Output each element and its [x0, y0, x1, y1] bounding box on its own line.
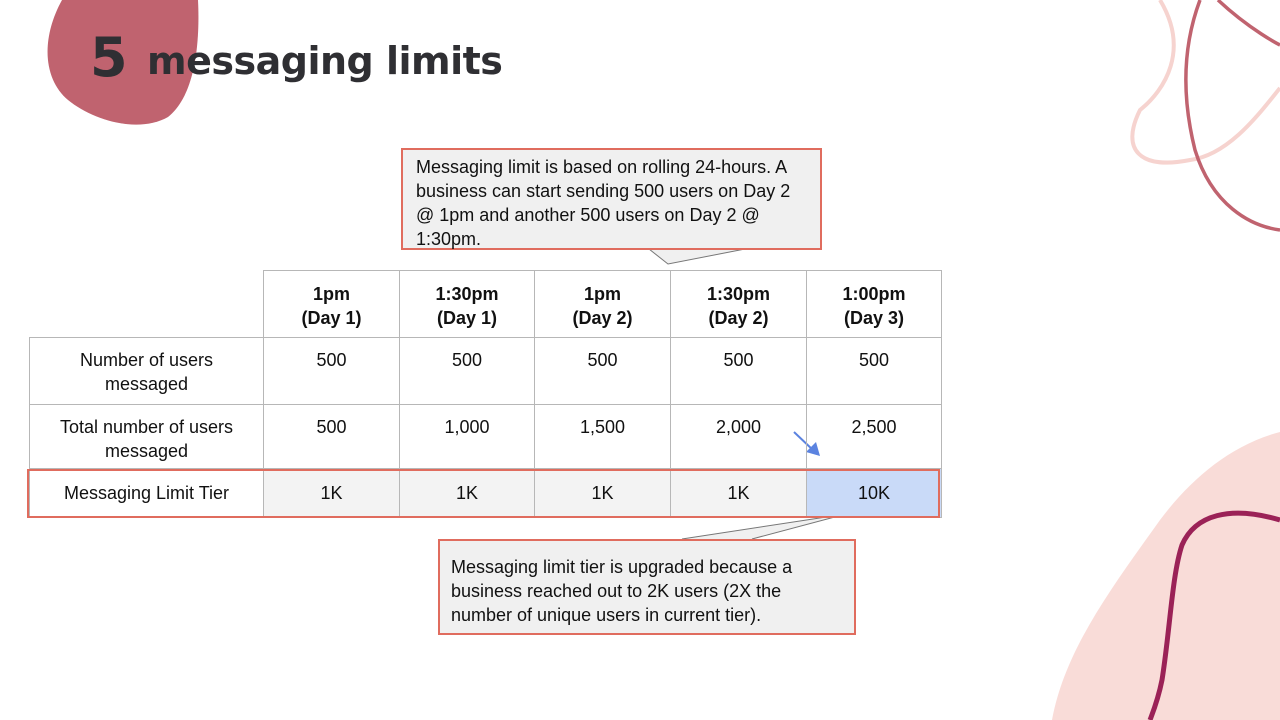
- header-time: 1:30pm: [706, 284, 771, 304]
- row-label-line: messaged: [104, 441, 189, 461]
- deco-blob-pink: [1052, 432, 1280, 720]
- header-cell: [264, 271, 400, 338]
- row-label: [30, 338, 264, 405]
- header-time: 1:00pm: [842, 284, 906, 304]
- row-label: [30, 405, 264, 469]
- header-cell: [807, 271, 942, 338]
- table-cell: 500: [264, 338, 400, 405]
- row-label-line: Number of users: [79, 350, 214, 370]
- tier-cell: 1K: [400, 469, 535, 518]
- tier-cell: 1K: [671, 469, 807, 518]
- row-label-line: messaged: [104, 374, 189, 394]
- table-corner-cell: [30, 271, 264, 338]
- table-cell: 500: [400, 338, 535, 405]
- header-time: 1pm: [312, 284, 350, 304]
- row-label-line: Total number of users: [59, 417, 234, 437]
- header-cell: [535, 271, 671, 338]
- callout-top-pointer: [649, 249, 745, 264]
- table-cell: 500: [671, 338, 807, 405]
- tier-cell: 1K: [264, 469, 400, 518]
- table-cell: 1,500: [535, 405, 671, 469]
- table-cell: 2,000: [671, 405, 807, 469]
- header-time: 1:30pm: [435, 284, 499, 304]
- messaging-limits-table: [29, 270, 942, 518]
- table-cell: 2,500: [807, 405, 942, 469]
- table-cell: 1,000: [400, 405, 535, 469]
- header-day: (Day 2): [572, 308, 633, 328]
- slide-title: messaging limits: [147, 39, 503, 83]
- header-time: 1pm: [583, 284, 621, 304]
- tier-cell: 1K: [535, 469, 671, 518]
- header-day: (Day 2): [708, 308, 769, 328]
- callout-rolling-24h: Messaging limit is based on rolling 24-hours. A business can start sending 500 users on Day 2 @ 1pm and another 500 users on Day 2 @ 1:30pm.: [401, 148, 822, 250]
- table-row: [30, 405, 942, 469]
- callout-tier-upgrade: Messaging limit tier is upgraded because a business reached out to 2K users (2X the number of unique users in current tier).: [438, 539, 856, 635]
- table-row: [30, 338, 942, 405]
- header-cell: [400, 271, 535, 338]
- table-header-row: [30, 271, 942, 338]
- header-day: (Day 1): [301, 308, 362, 328]
- header-cell: [671, 271, 807, 338]
- deco-loop-pink: [1132, 0, 1280, 163]
- table-cell: 500: [807, 338, 942, 405]
- header-day: (Day 3): [843, 308, 905, 328]
- table-cell: 500: [535, 338, 671, 405]
- row-label: Messaging Limit Tier: [30, 469, 264, 518]
- table-cell: 500: [264, 405, 400, 469]
- header-day: (Day 1): [436, 308, 498, 328]
- slide-number: 5: [90, 26, 128, 89]
- tier-row: [30, 469, 942, 518]
- deco-loop-rose: [1186, 0, 1280, 230]
- tier-cell-highlighted: 10K: [807, 469, 942, 518]
